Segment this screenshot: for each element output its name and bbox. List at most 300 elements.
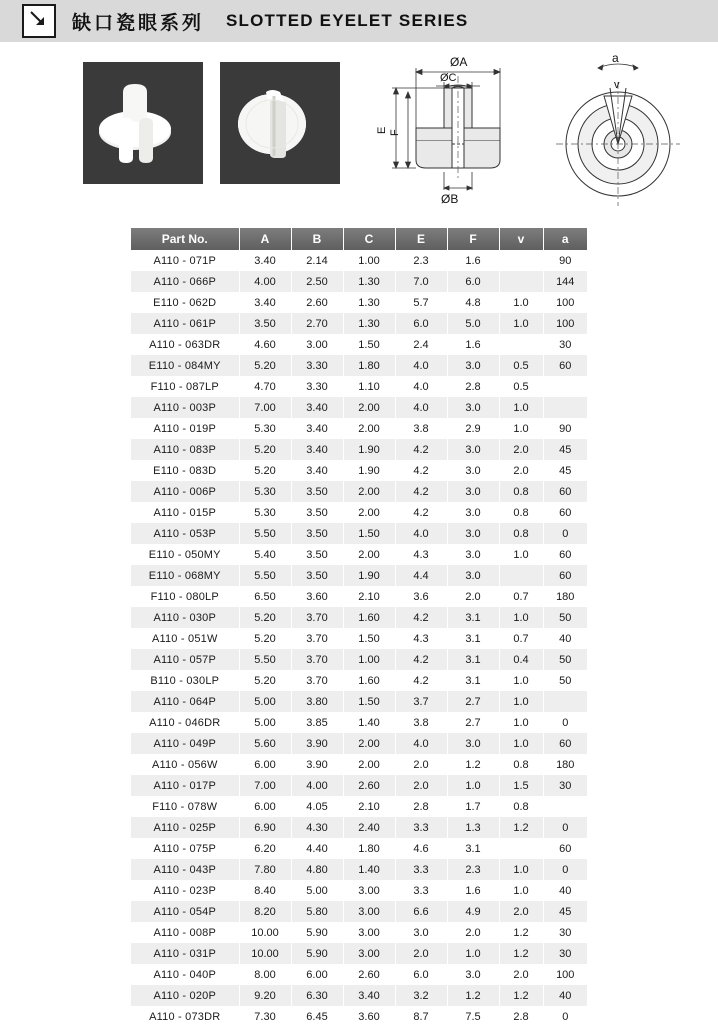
cell-e: 3.3 (395, 880, 447, 901)
cell-c: 1.30 (343, 271, 395, 292)
table-row (131, 502, 587, 523)
cell-partno: A110 - 061P (131, 313, 239, 334)
cell-a: 7.00 (239, 397, 291, 418)
cell-v: 0.8 (499, 523, 543, 544)
cell-partno: A110 - 083P (131, 439, 239, 460)
col-header-a: A (239, 228, 291, 250)
cell-c: 2.00 (343, 544, 395, 565)
cell-v: 2.0 (499, 439, 543, 460)
col-header-e: E (395, 228, 447, 250)
cell-v: 2.0 (499, 964, 543, 985)
cell-e: 4.2 (395, 439, 447, 460)
cell-f: 2.8 (447, 376, 499, 397)
cell-f: 2.0 (447, 586, 499, 607)
cell-b: 3.70 (291, 628, 343, 649)
cell-v: 0.7 (499, 628, 543, 649)
cell-v: 1.0 (499, 880, 543, 901)
cell-a: 90 (543, 250, 587, 271)
cell-b: 3.50 (291, 481, 343, 502)
cell-partno: A110 - 046DR (131, 712, 239, 733)
cell-e: 2.0 (395, 754, 447, 775)
cell-a: 5.50 (239, 523, 291, 544)
cell-v: 0.4 (499, 649, 543, 670)
cell-a: 144 (543, 271, 587, 292)
cell-a: 40 (543, 880, 587, 901)
cell-a: 60 (543, 838, 587, 859)
cell-f: 5.0 (447, 313, 499, 334)
cell-v: 1.0 (499, 397, 543, 418)
cell-v: 1.2 (499, 985, 543, 1006)
cell-v: 0.8 (499, 481, 543, 502)
cell-partno: A110 - 053P (131, 523, 239, 544)
table-row (131, 775, 587, 796)
cell-partno: A110 - 031P (131, 943, 239, 964)
cell-a: 5.20 (239, 628, 291, 649)
cell-v: 1.0 (499, 859, 543, 880)
cell-b: 6.00 (291, 964, 343, 985)
cell-e: 3.8 (395, 712, 447, 733)
cell-a: 0 (543, 523, 587, 544)
cell-b: 3.80 (291, 691, 343, 712)
cell-a: 5.50 (239, 649, 291, 670)
cell-e: 4.3 (395, 544, 447, 565)
cell-a: 3.40 (239, 292, 291, 313)
cell-c: 1.80 (343, 838, 395, 859)
cell-c: 2.00 (343, 733, 395, 754)
table-header-row (131, 228, 587, 250)
table-row (131, 985, 587, 1006)
cell-b: 3.60 (291, 586, 343, 607)
arrow-corner-icon (22, 4, 56, 38)
cell-partno: E110 - 062D (131, 292, 239, 313)
cell-a: 40 (543, 985, 587, 1006)
table-row (131, 922, 587, 943)
cell-partno: A110 - 066P (131, 271, 239, 292)
cell-f: 2.7 (447, 691, 499, 712)
cell-c: 1.60 (343, 670, 395, 691)
table-row (131, 796, 587, 817)
cell-c: 3.00 (343, 880, 395, 901)
cell-partno: A110 - 023P (131, 880, 239, 901)
cell-a: 50 (543, 607, 587, 628)
table-row (131, 544, 587, 565)
cell-partno: E110 - 068MY (131, 565, 239, 586)
cell-a: 50 (543, 649, 587, 670)
cell-v: 1.0 (499, 670, 543, 691)
spec-table (131, 228, 587, 1027)
cell-a: 5.30 (239, 502, 291, 523)
cell-partno: E110 - 050MY (131, 544, 239, 565)
cell-a: 8.20 (239, 901, 291, 922)
cell-partno: A110 - 064P (131, 691, 239, 712)
cell-e: 6.0 (395, 964, 447, 985)
cell-f: 1.3 (447, 817, 499, 838)
cell-a (543, 691, 587, 712)
cell-e: 4.0 (395, 397, 447, 418)
cell-f: 3.0 (447, 733, 499, 754)
cell-partno: A110 - 025P (131, 817, 239, 838)
cell-partno: A110 - 020P (131, 985, 239, 1006)
cell-c: 2.00 (343, 481, 395, 502)
cell-f: 2.0 (447, 922, 499, 943)
cell-e: 4.2 (395, 502, 447, 523)
cell-a: 8.40 (239, 880, 291, 901)
cell-b: 4.00 (291, 775, 343, 796)
cell-a (543, 796, 587, 817)
cell-b: 4.05 (291, 796, 343, 817)
cell-a: 5.30 (239, 418, 291, 439)
cell-f: 3.1 (447, 838, 499, 859)
table-row (131, 649, 587, 670)
cell-e: 3.2 (395, 985, 447, 1006)
cell-c: 2.60 (343, 775, 395, 796)
table-row (131, 376, 587, 397)
cell-a: 5.20 (239, 607, 291, 628)
col-header-f: F (447, 228, 499, 250)
cell-a: 30 (543, 334, 587, 355)
cell-v: 1.2 (499, 922, 543, 943)
spec-table-body (131, 250, 587, 1027)
cell-partno: F110 - 078W (131, 796, 239, 817)
cell-b: 4.30 (291, 817, 343, 838)
cell-a: 45 (543, 901, 587, 922)
table-row (131, 943, 587, 964)
cell-b: 3.70 (291, 649, 343, 670)
cell-partno: A110 - 063DR (131, 334, 239, 355)
table-row (131, 838, 587, 859)
cell-e: 4.2 (395, 460, 447, 481)
cell-f: 1.2 (447, 754, 499, 775)
cell-c: 3.00 (343, 901, 395, 922)
cell-v (499, 565, 543, 586)
table-row (131, 607, 587, 628)
cell-partno: A110 - 003P (131, 397, 239, 418)
cell-b: 5.90 (291, 922, 343, 943)
table-row (131, 565, 587, 586)
cell-v: 1.0 (499, 544, 543, 565)
table-row (131, 586, 587, 607)
cell-c: 1.50 (343, 691, 395, 712)
cell-a: 5.00 (239, 691, 291, 712)
cell-f: 3.0 (447, 397, 499, 418)
cell-e: 4.2 (395, 481, 447, 502)
cell-e: 4.0 (395, 355, 447, 376)
cell-b: 3.40 (291, 397, 343, 418)
cell-v: 2.0 (499, 460, 543, 481)
cell-a: 6.50 (239, 586, 291, 607)
svg-text:a: a (612, 51, 619, 65)
cell-v: 1.2 (499, 943, 543, 964)
cell-f: 1.6 (447, 250, 499, 271)
svg-text:F: F (389, 129, 401, 136)
cell-f: 3.0 (447, 481, 499, 502)
cell-a: 0 (543, 817, 587, 838)
cell-b: 5.00 (291, 880, 343, 901)
cell-v: 1.0 (499, 313, 543, 334)
cell-v: 1.0 (499, 733, 543, 754)
table-row (131, 355, 587, 376)
cell-a: 60 (543, 565, 587, 586)
cell-a: 45 (543, 439, 587, 460)
cell-v: 0.8 (499, 502, 543, 523)
cell-c: 1.60 (343, 607, 395, 628)
cell-partno: A110 - 008P (131, 922, 239, 943)
cross-section-drawing (378, 48, 543, 210)
cell-f: 1.0 (447, 943, 499, 964)
cell-partno: F110 - 087LP (131, 376, 239, 397)
cell-v (499, 271, 543, 292)
cell-a: 6.20 (239, 838, 291, 859)
cell-f: 3.1 (447, 628, 499, 649)
cell-e: 4.4 (395, 565, 447, 586)
cell-a: 4.70 (239, 376, 291, 397)
cell-a: 60 (543, 481, 587, 502)
cell-a: 5.20 (239, 460, 291, 481)
cell-f: 3.1 (447, 607, 499, 628)
cell-a: 5.20 (239, 670, 291, 691)
top-view-drawing (548, 48, 688, 210)
cell-e: 2.4 (395, 334, 447, 355)
page-title-en: SLOTTED EYELET SERIES (226, 11, 469, 30)
table-row (131, 481, 587, 502)
product-photo-1 (83, 62, 203, 184)
table-row (131, 691, 587, 712)
cell-e: 6.6 (395, 901, 447, 922)
cell-b: 3.40 (291, 418, 343, 439)
cell-partno: A110 - 017P (131, 775, 239, 796)
cell-v: 0.7 (499, 586, 543, 607)
cell-e: 3.3 (395, 859, 447, 880)
cell-b: 2.50 (291, 271, 343, 292)
cell-c: 1.50 (343, 523, 395, 544)
cell-f: 3.0 (447, 502, 499, 523)
cell-e: 6.0 (395, 313, 447, 334)
cell-f: 1.2 (447, 985, 499, 1006)
cell-a: 4.60 (239, 334, 291, 355)
cell-a: 30 (543, 922, 587, 943)
svg-text:ØA: ØA (450, 55, 468, 69)
cell-a (543, 376, 587, 397)
cell-f: 3.0 (447, 565, 499, 586)
cell-partno: F110 - 080LP (131, 586, 239, 607)
cell-f: 2.3 (447, 859, 499, 880)
cell-v: 0.5 (499, 355, 543, 376)
cell-b: 3.40 (291, 439, 343, 460)
cell-partno: E110 - 084MY (131, 355, 239, 376)
cell-b: 3.70 (291, 670, 343, 691)
cell-f: 3.0 (447, 439, 499, 460)
cell-c: 1.40 (343, 712, 395, 733)
cell-c: 1.30 (343, 313, 395, 334)
cell-b: 5.90 (291, 943, 343, 964)
cell-e: 4.3 (395, 628, 447, 649)
cell-e: 2.0 (395, 775, 447, 796)
cell-a: 180 (543, 586, 587, 607)
cell-a: 5.60 (239, 733, 291, 754)
cell-a: 6.90 (239, 817, 291, 838)
cell-e: 2.3 (395, 250, 447, 271)
cell-v: 1.2 (499, 817, 543, 838)
cell-c: 1.00 (343, 250, 395, 271)
cell-f: 3.0 (447, 460, 499, 481)
cell-c: 1.00 (343, 649, 395, 670)
cell-a: 6.00 (239, 796, 291, 817)
cell-a: 3.40 (239, 250, 291, 271)
cell-e: 7.0 (395, 271, 447, 292)
cell-b: 6.45 (291, 1006, 343, 1027)
cell-v (499, 334, 543, 355)
cell-a: 0 (543, 712, 587, 733)
cell-e: 4.0 (395, 733, 447, 754)
cell-e: 4.6 (395, 838, 447, 859)
cell-a: 60 (543, 502, 587, 523)
cell-e: 3.3 (395, 817, 447, 838)
cell-e: 2.8 (395, 796, 447, 817)
cell-a: 100 (543, 313, 587, 334)
table-row (131, 271, 587, 292)
cell-a: 9.20 (239, 985, 291, 1006)
cell-v: 1.0 (499, 712, 543, 733)
cell-f: 1.7 (447, 796, 499, 817)
table-row (131, 628, 587, 649)
col-header-b: B (291, 228, 343, 250)
cell-b: 5.80 (291, 901, 343, 922)
cell-e: 3.6 (395, 586, 447, 607)
cell-partno: A110 - 049P (131, 733, 239, 754)
cell-b: 4.40 (291, 838, 343, 859)
cell-a (543, 397, 587, 418)
cell-a: 40 (543, 628, 587, 649)
cell-e: 5.7 (395, 292, 447, 313)
cell-b: 3.50 (291, 544, 343, 565)
table-row (131, 460, 587, 481)
cell-e: 3.0 (395, 922, 447, 943)
cell-v: 0.5 (499, 376, 543, 397)
cell-partno: A110 - 051W (131, 628, 239, 649)
cell-a: 7.30 (239, 1006, 291, 1027)
cell-c: 1.50 (343, 628, 395, 649)
table-row (131, 964, 587, 985)
svg-text:ØB: ØB (441, 192, 459, 206)
cell-c: 2.00 (343, 418, 395, 439)
cell-partno: A110 - 054P (131, 901, 239, 922)
table-row (131, 712, 587, 733)
cell-c: 1.40 (343, 859, 395, 880)
cell-f: 1.6 (447, 880, 499, 901)
cell-f: 3.1 (447, 670, 499, 691)
cell-c: 1.30 (343, 292, 395, 313)
table-row (131, 334, 587, 355)
table-row (131, 418, 587, 439)
cell-c: 1.90 (343, 460, 395, 481)
cell-partno: A110 - 030P (131, 607, 239, 628)
cell-a: 5.50 (239, 565, 291, 586)
cell-b: 2.14 (291, 250, 343, 271)
col-header-v: v (499, 228, 543, 250)
cell-c: 1.90 (343, 439, 395, 460)
table-row (131, 397, 587, 418)
svg-text:ØC: ØC (440, 72, 457, 84)
cell-b: 6.30 (291, 985, 343, 1006)
cell-b: 3.30 (291, 376, 343, 397)
cell-c: 2.40 (343, 817, 395, 838)
cell-v (499, 838, 543, 859)
cell-e: 2.0 (395, 943, 447, 964)
cell-f: 3.1 (447, 649, 499, 670)
cell-e: 4.2 (395, 607, 447, 628)
cell-partno: A110 - 071P (131, 250, 239, 271)
cell-f: 7.5 (447, 1006, 499, 1027)
table-row (131, 880, 587, 901)
cell-a: 0 (543, 1006, 587, 1027)
cell-c: 3.60 (343, 1006, 395, 1027)
cell-a: 60 (543, 733, 587, 754)
spec-table-wrapper (131, 228, 587, 1027)
svg-text:E: E (376, 126, 388, 134)
cell-a: 3.50 (239, 313, 291, 334)
cell-b: 3.00 (291, 334, 343, 355)
cell-c: 3.40 (343, 985, 395, 1006)
cell-v (499, 250, 543, 271)
cell-a: 100 (543, 292, 587, 313)
cell-partno: A110 - 019P (131, 418, 239, 439)
cell-v: 0.8 (499, 796, 543, 817)
cell-b: 3.90 (291, 733, 343, 754)
cell-f: 3.0 (447, 355, 499, 376)
col-header-a-angle: a (543, 228, 587, 250)
col-header-c: C (343, 228, 395, 250)
cell-b: 3.70 (291, 607, 343, 628)
cell-a: 5.00 (239, 712, 291, 733)
cell-v: 1.0 (499, 418, 543, 439)
cell-partno: A110 - 075P (131, 838, 239, 859)
cell-partno: A110 - 057P (131, 649, 239, 670)
cell-v: 2.8 (499, 1006, 543, 1027)
cell-b: 2.60 (291, 292, 343, 313)
cell-partno: A110 - 015P (131, 502, 239, 523)
cell-c: 3.00 (343, 943, 395, 964)
cell-a: 4.00 (239, 271, 291, 292)
cell-a: 0 (543, 859, 587, 880)
cell-c: 2.00 (343, 397, 395, 418)
cell-c: 2.00 (343, 754, 395, 775)
cell-a: 5.20 (239, 355, 291, 376)
cell-a: 50 (543, 670, 587, 691)
cell-partno: A110 - 043P (131, 859, 239, 880)
table-row (131, 817, 587, 838)
cell-f: 1.0 (447, 775, 499, 796)
cell-partno: A110 - 073DR (131, 1006, 239, 1027)
cell-f: 4.9 (447, 901, 499, 922)
cell-partno: B110 - 030LP (131, 670, 239, 691)
cell-f: 3.0 (447, 964, 499, 985)
cell-f: 1.6 (447, 334, 499, 355)
cell-f: 2.7 (447, 712, 499, 733)
cell-a: 180 (543, 754, 587, 775)
cell-a: 5.20 (239, 439, 291, 460)
table-row (131, 670, 587, 691)
cell-f: 2.9 (447, 418, 499, 439)
cell-b: 3.85 (291, 712, 343, 733)
cell-v: 1.0 (499, 607, 543, 628)
cell-a: 60 (543, 544, 587, 565)
cell-c: 1.90 (343, 565, 395, 586)
cell-b: 3.90 (291, 754, 343, 775)
cell-b: 3.50 (291, 565, 343, 586)
cell-b: 3.40 (291, 460, 343, 481)
cell-f: 3.0 (447, 523, 499, 544)
table-row (131, 733, 587, 754)
